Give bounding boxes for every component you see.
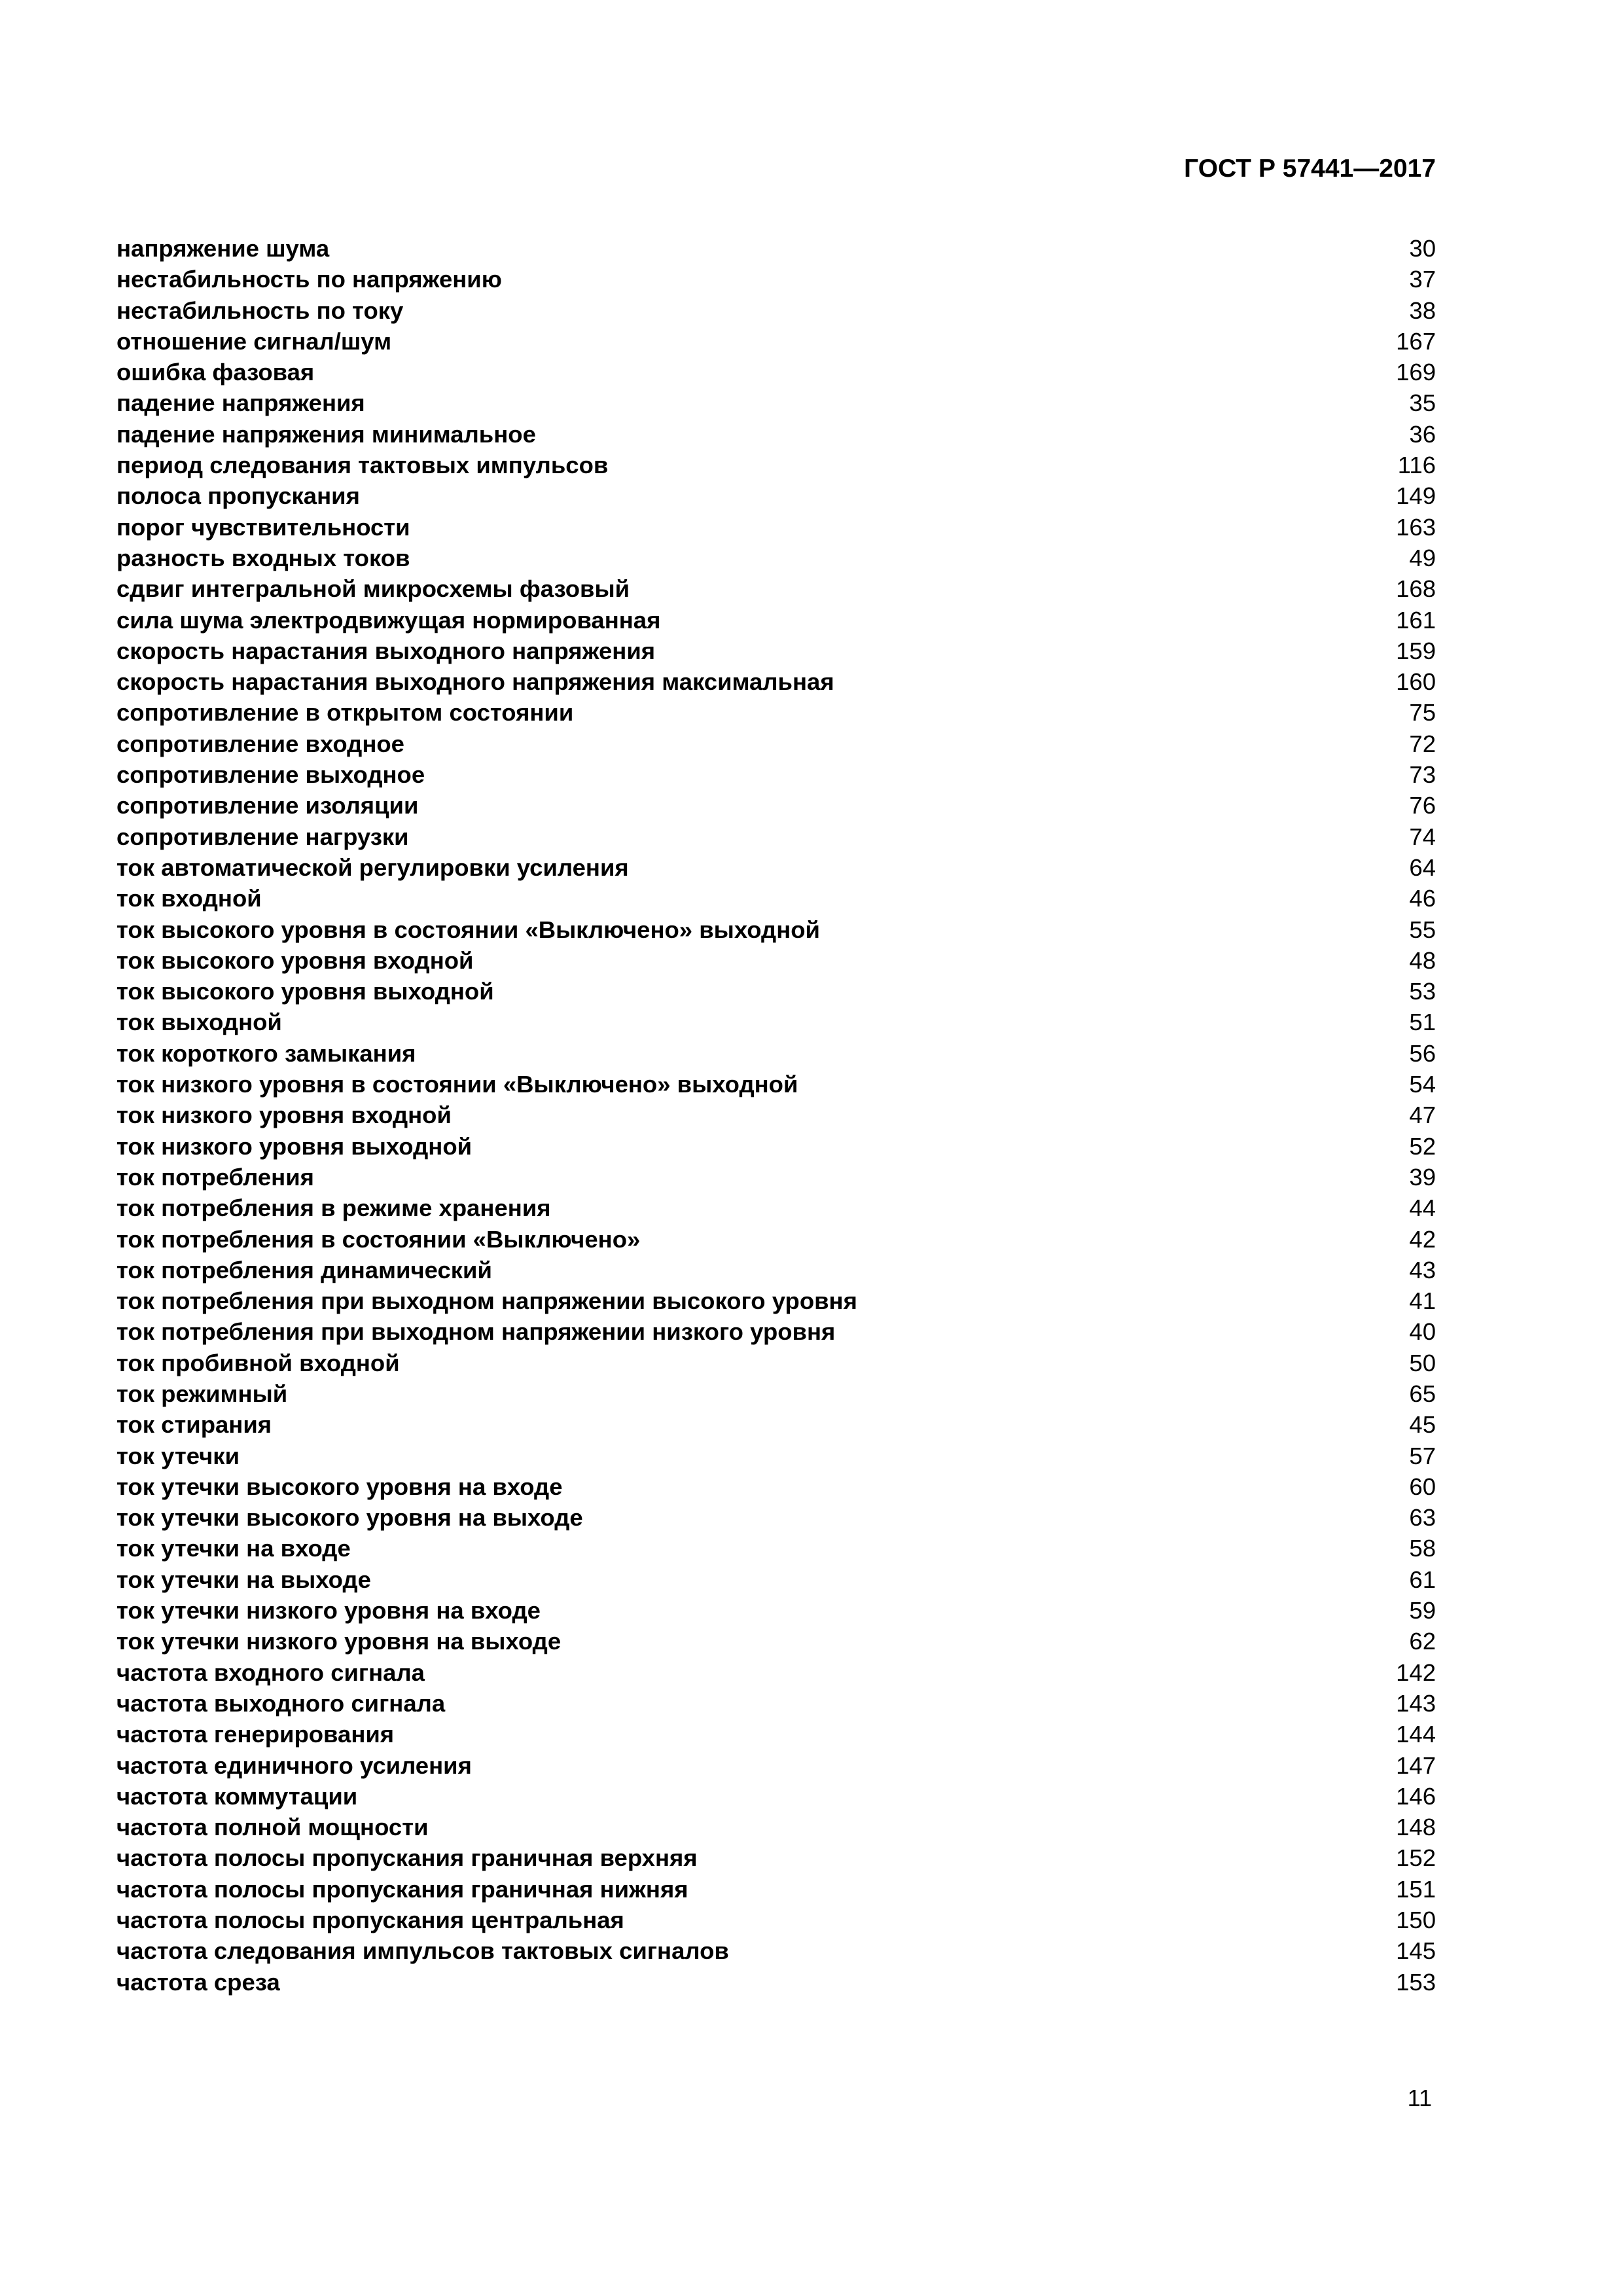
- index-entry: [116, 1874, 1436, 1905]
- index-entry: [116, 1905, 1436, 1935]
- index-term: ток пробивной входной: [116, 1349, 400, 1376]
- index-term: нестабильность по току: [116, 296, 404, 324]
- index-entry: [116, 1409, 1436, 1440]
- index-term: период следования тактовых импульсов: [116, 452, 609, 479]
- index-term: частота выходного сигнала: [116, 1689, 446, 1717]
- index-page-ref: 54: [1409, 1071, 1436, 1098]
- index-entry: [116, 1131, 1436, 1162]
- index-page-ref: 153: [1396, 1968, 1436, 1996]
- index-entry: [116, 480, 1436, 511]
- index-entry: [116, 1162, 1436, 1193]
- index-entry: [116, 1348, 1436, 1378]
- index-entry: [116, 326, 1436, 357]
- index-entry: [116, 1781, 1436, 1812]
- index-entry: [116, 295, 1436, 326]
- index-page-ref: 72: [1409, 730, 1436, 757]
- index-entry: [116, 821, 1436, 852]
- index-page-ref: 42: [1409, 1225, 1436, 1253]
- index-entry: [116, 1688, 1436, 1719]
- index-page-ref: 143: [1396, 1689, 1436, 1717]
- index-page-ref: 35: [1409, 389, 1436, 417]
- index-term: сопротивление в открытом состоянии: [116, 699, 574, 726]
- index-term: частота полосы пропускания граничная верхняя: [116, 1844, 698, 1872]
- index-entry: [116, 1471, 1436, 1502]
- index-entry: [116, 233, 1436, 264]
- index-page-ref: 73: [1409, 761, 1436, 789]
- index-term: сопротивление выходное: [116, 761, 425, 789]
- index-page-ref: 44: [1409, 1194, 1436, 1222]
- index-entry: [116, 1224, 1436, 1255]
- index-term: частота входного сигнала: [116, 1659, 425, 1686]
- index-page-ref: 163: [1396, 513, 1436, 541]
- index-entry: [116, 1626, 1436, 1657]
- index-term: ток утечки высокого уровня на входе: [116, 1473, 563, 1500]
- index-page-ref: 150: [1396, 1907, 1436, 1934]
- index-term: частота генерирования: [116, 1721, 395, 1748]
- index-entry: [116, 790, 1436, 821]
- index-entry: [116, 264, 1436, 295]
- index-entry: [116, 1100, 1436, 1130]
- index-page-ref: 74: [1409, 823, 1436, 850]
- index-entry: [116, 387, 1436, 418]
- index-term: нестабильность по напряжению: [116, 266, 502, 293]
- index-page-ref: 58: [1409, 1535, 1436, 1562]
- index-term: ток низкого уровня выходной: [116, 1132, 473, 1160]
- index-term: частота полосы пропускания центральная: [116, 1907, 624, 1934]
- index-entry: [116, 1378, 1436, 1409]
- index-page-ref: 46: [1409, 885, 1436, 912]
- index-term: сила шума электродвижущая нормированная: [116, 606, 661, 634]
- index-page-ref: 61: [1409, 1566, 1436, 1593]
- index-term: сопротивление нагрузки: [116, 823, 409, 850]
- index-entry: [116, 1564, 1436, 1595]
- index-entry: [116, 450, 1436, 480]
- index-entry: [116, 1069, 1436, 1100]
- index-term: ток низкого уровня в состоянии «Выключено» выходной: [116, 1071, 798, 1098]
- index-term: ток утечки на выходе: [116, 1566, 371, 1593]
- index-page-ref: 50: [1409, 1349, 1436, 1376]
- index-entry: [116, 1750, 1436, 1781]
- index-term: частота среза: [116, 1968, 280, 1996]
- index-entry: [116, 605, 1436, 636]
- index-entry: [116, 883, 1436, 914]
- page-number: 11: [1407, 2085, 1432, 2111]
- index-term: сопротивление входное: [116, 730, 404, 757]
- index-page-ref: 38: [1409, 296, 1436, 324]
- index-term: ток утечки низкого уровня на входе: [116, 1597, 541, 1624]
- index-term: ток автоматической регулировки усиления: [116, 853, 629, 881]
- index-entry: [116, 1842, 1436, 1873]
- index-page-ref: 51: [1409, 1009, 1436, 1036]
- alphabetical-index: [116, 233, 1436, 1998]
- index-entry: [116, 573, 1436, 604]
- index-page-ref: 55: [1409, 916, 1436, 943]
- index-term: ток потребления в состоянии «Выключено»: [116, 1225, 641, 1253]
- index-page-ref: 145: [1396, 1937, 1436, 1965]
- index-term: ток высокого уровня входной: [116, 946, 474, 974]
- index-page-ref: 48: [1409, 946, 1436, 974]
- index-entry: [116, 512, 1436, 543]
- index-term: ток входной: [116, 885, 262, 912]
- index-entry: [116, 357, 1436, 387]
- index-page-ref: 65: [1409, 1380, 1436, 1407]
- index-page-ref: 76: [1409, 792, 1436, 819]
- document-header: ГОСТ Р 57441—2017: [1184, 154, 1436, 183]
- index-term: ток стирания: [116, 1411, 272, 1439]
- index-page-ref: 62: [1409, 1628, 1436, 1655]
- index-page-ref: 37: [1409, 266, 1436, 293]
- index-entry: [116, 1007, 1436, 1037]
- index-entry: [116, 543, 1436, 573]
- index-page-ref: 151: [1396, 1875, 1436, 1903]
- index-page-ref: 43: [1409, 1256, 1436, 1283]
- index-page-ref: 152: [1396, 1844, 1436, 1872]
- index-page-ref: 167: [1396, 327, 1436, 355]
- index-page-ref: 52: [1409, 1132, 1436, 1160]
- index-term: ток режимный: [116, 1380, 288, 1407]
- index-entry: [116, 636, 1436, 666]
- index-page-ref: 142: [1396, 1659, 1436, 1686]
- index-entry: [116, 1316, 1436, 1347]
- index-entry: [116, 1935, 1436, 1966]
- index-entry: [116, 1657, 1436, 1688]
- index-term: скорость нарастания выходного напряжения максимальная: [116, 668, 834, 696]
- index-term: порог чувствительности: [116, 513, 410, 541]
- index-page-ref: 49: [1409, 544, 1436, 571]
- index-term: частота единичного усиления: [116, 1751, 472, 1779]
- index-page-ref: 60: [1409, 1473, 1436, 1500]
- index-page-ref: 146: [1396, 1782, 1436, 1810]
- index-entry: [116, 1719, 1436, 1749]
- index-entry: [116, 1502, 1436, 1533]
- index-term: ток короткого замыкания: [116, 1039, 416, 1067]
- index-page-ref: 30: [1409, 235, 1436, 262]
- index-page-ref: 57: [1409, 1442, 1436, 1469]
- index-term: ток выходной: [116, 1009, 282, 1036]
- index-page-ref: 148: [1396, 1814, 1436, 1841]
- index-entry: [116, 1967, 1436, 1998]
- index-page-ref: 63: [1409, 1504, 1436, 1532]
- index-term: ток утечки на входе: [116, 1535, 351, 1562]
- index-page-ref: 160: [1396, 668, 1436, 696]
- index-page-ref: 40: [1409, 1318, 1436, 1346]
- index-page-ref: 116: [1397, 452, 1436, 479]
- index-term: частота коммутации: [116, 1782, 358, 1810]
- index-term: ток высокого уровня выходной: [116, 978, 494, 1005]
- index-page-ref: 39: [1409, 1163, 1436, 1191]
- index-page-ref: 149: [1396, 482, 1436, 510]
- index-page-ref: 53: [1409, 978, 1436, 1005]
- index-page-ref: 36: [1409, 420, 1436, 448]
- index-page-ref: 75: [1409, 699, 1436, 726]
- index-term: сопротивление изоляции: [116, 792, 419, 819]
- index-entry: [116, 976, 1436, 1007]
- index-term: полоса пропускания: [116, 482, 360, 510]
- index-term: ток утечки высокого уровня на выходе: [116, 1504, 583, 1532]
- index-term: ток потребления динамический: [116, 1256, 492, 1283]
- index-term: частота полосы пропускания граничная нижняя: [116, 1875, 688, 1903]
- index-entry: [116, 759, 1436, 790]
- index-term: ток потребления в режиме хранения: [116, 1194, 551, 1222]
- index-entry: [116, 1595, 1436, 1626]
- index-page-ref: 147: [1396, 1751, 1436, 1779]
- index-page-ref: 41: [1409, 1287, 1436, 1315]
- index-entry: [116, 1441, 1436, 1471]
- index-term: ток высокого уровня в состоянии «Выключено» выходной: [116, 916, 820, 943]
- index-page-ref: 161: [1396, 606, 1436, 634]
- index-page-ref: 168: [1396, 575, 1436, 603]
- index-page-ref: 56: [1409, 1039, 1436, 1067]
- index-term: частота следования импульсов тактовых сигналов: [116, 1937, 729, 1965]
- index-entry: [116, 697, 1436, 728]
- index-entry: [116, 1812, 1436, 1842]
- index-page-ref: 59: [1409, 1597, 1436, 1624]
- index-entry: [116, 914, 1436, 945]
- index-term: ток потребления при выходном напряжении высокого уровня: [116, 1287, 857, 1315]
- index-entry: [116, 1193, 1436, 1223]
- index-page-ref: 144: [1396, 1721, 1436, 1748]
- index-entry: [116, 419, 1436, 450]
- index-page-ref: 45: [1409, 1411, 1436, 1439]
- index-entry: [116, 1038, 1436, 1069]
- index-term: скорость нарастания выходного напряжения: [116, 637, 656, 664]
- index-term: сдвиг интегральной микросхемы фазовый: [116, 575, 630, 603]
- index-entry: [116, 1285, 1436, 1316]
- index-term: падение напряжения: [116, 389, 365, 417]
- index-entry: [116, 666, 1436, 697]
- index-page-ref: 169: [1396, 359, 1436, 386]
- index-entry: [116, 728, 1436, 759]
- index-term: ток утечки низкого уровня на выходе: [116, 1628, 562, 1655]
- index-term: напряжение шума: [116, 235, 330, 262]
- index-term: ток потребления: [116, 1163, 314, 1191]
- index-entry: [116, 1533, 1436, 1564]
- index-entry: [116, 852, 1436, 883]
- index-term: отношение сигнал/шум: [116, 327, 392, 355]
- index-term: падение напряжения минимальное: [116, 420, 536, 448]
- index-term: ток потребления при выходном напряжении низкого уровня: [116, 1318, 836, 1346]
- index-term: ток утечки: [116, 1442, 240, 1469]
- index-page-ref: 47: [1409, 1102, 1436, 1129]
- index-page-ref: 159: [1396, 637, 1436, 664]
- index-term: ошибка фазовая: [116, 359, 315, 386]
- index-term: частота полной мощности: [116, 1814, 429, 1841]
- index-term: ток низкого уровня входной: [116, 1102, 452, 1129]
- index-entry: [116, 945, 1436, 976]
- index-entry: [116, 1255, 1436, 1285]
- index-page-ref: 64: [1409, 853, 1436, 881]
- index-term: разность входных токов: [116, 544, 410, 571]
